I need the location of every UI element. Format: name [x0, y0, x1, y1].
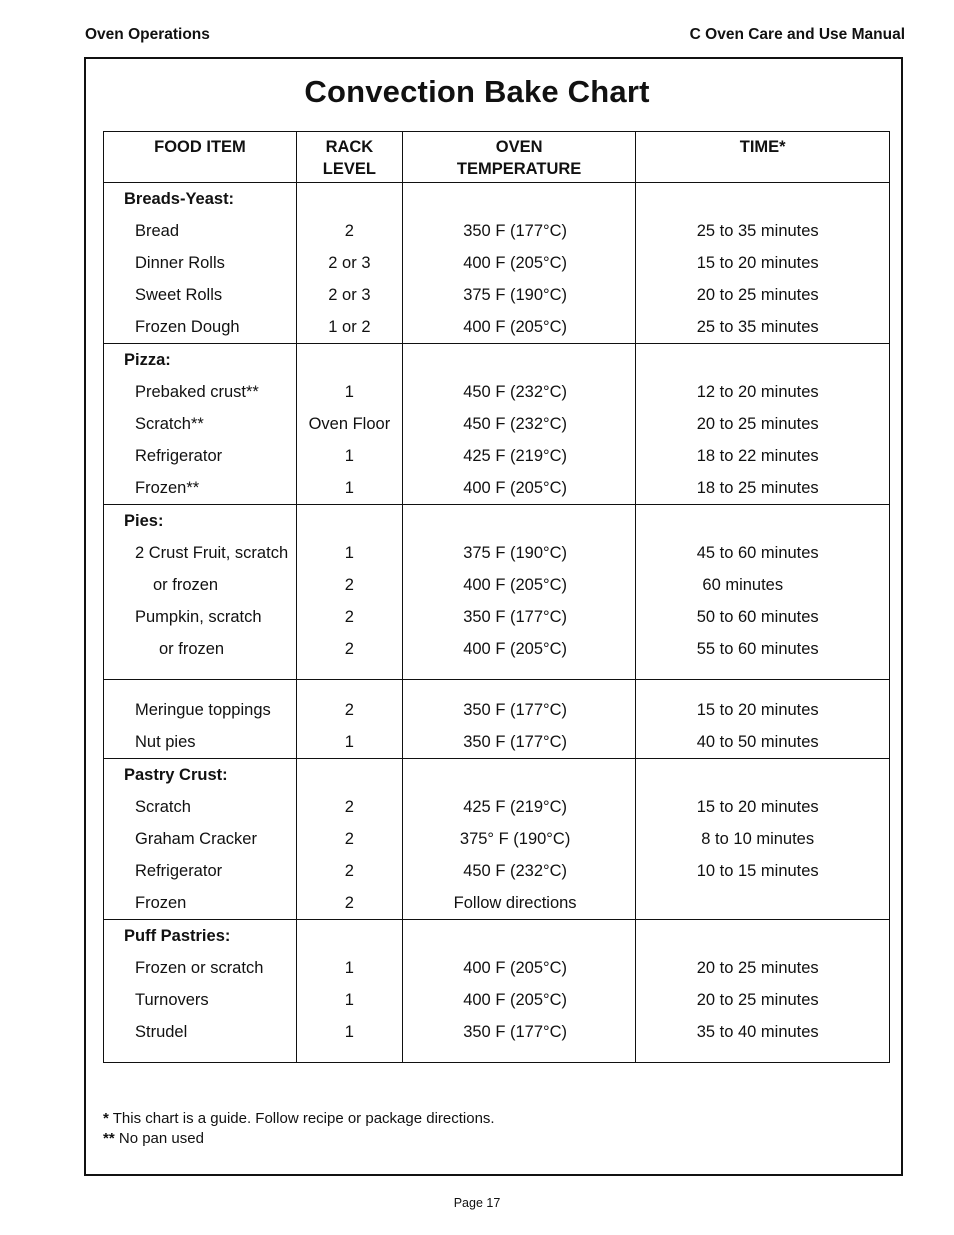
- category-label: Puff Pastries:: [104, 920, 297, 953]
- oven-temperature: 375 F (190°C): [402, 279, 636, 311]
- oven-temperature: 350 F (177°C): [402, 726, 636, 759]
- cook-time: 20 to 25 minutes: [636, 984, 890, 1016]
- category-row: [104, 759, 890, 792]
- oven-temperature: 400 F (205°C): [402, 247, 636, 279]
- table-row: [104, 376, 890, 408]
- table-row: [104, 984, 890, 1016]
- food-item: Frozen**: [104, 472, 297, 505]
- rack-level: 1: [296, 440, 402, 472]
- cook-time: 10 to 15 minutes: [636, 855, 890, 887]
- cook-time: 8 to 10 minutes: [636, 823, 890, 855]
- rack-level: Oven Floor: [296, 408, 402, 440]
- food-item: Frozen Dough: [104, 311, 297, 344]
- col-header-food-item: FOOD ITEM: [104, 132, 297, 183]
- cook-time: 15 to 20 minutes: [636, 694, 890, 726]
- food-item: Dinner Rolls: [104, 247, 297, 279]
- food-item: Frozen: [104, 887, 297, 920]
- cook-time: 60 minutes: [636, 569, 890, 601]
- table-row: [104, 569, 890, 601]
- rack-level: 1: [296, 472, 402, 505]
- food-item: Pumpkin, scratch: [104, 601, 297, 633]
- oven-temperature: 400 F (205°C): [402, 569, 636, 601]
- table-row: [104, 633, 890, 665]
- rack-level: 2: [296, 215, 402, 247]
- category-label: Breads-Yeast:: [104, 183, 297, 216]
- cook-time: 35 to 40 minutes: [636, 1016, 890, 1048]
- section-header: Oven Operations: [85, 26, 210, 43]
- oven-temperature: 400 F (205°C): [402, 472, 636, 505]
- page-number: Page 17: [453, 1196, 501, 1210]
- cook-time: 20 to 25 minutes: [636, 952, 890, 984]
- oven-temperature: 375 F (190°C): [402, 537, 636, 569]
- cook-time: 18 to 22 minutes: [636, 440, 890, 472]
- rack-level: 2: [296, 823, 402, 855]
- table-row: [104, 952, 890, 984]
- oven-temperature: 450 F (232°C): [402, 855, 636, 887]
- category-row: [104, 183, 890, 216]
- category-row: [104, 344, 890, 377]
- oven-temperature: 350 F (177°C): [402, 1016, 636, 1048]
- table-row: [104, 1016, 890, 1048]
- oven-temperature: 350 F (177°C): [402, 215, 636, 247]
- food-item: Frozen or scratch: [104, 952, 297, 984]
- table-row: [104, 855, 890, 887]
- footnote-guide: * This chart is a guide. Follow recipe or package directions.: [103, 1110, 495, 1127]
- table-row: [104, 440, 890, 472]
- footnote-mark: **: [190, 415, 204, 433]
- cook-time: 55 to 60 minutes: [636, 633, 890, 665]
- rack-level: 1: [296, 726, 402, 759]
- rack-level: 2: [296, 855, 402, 887]
- convection-bake-table: [103, 131, 890, 1063]
- table-row: [104, 887, 890, 920]
- oven-temperature: 350 F (177°C): [402, 694, 636, 726]
- table-row: [104, 823, 890, 855]
- table-row: [104, 537, 890, 569]
- col-header-rack-level: RACK LEVEL: [296, 132, 402, 183]
- table-row: [104, 311, 890, 344]
- rack-level: 2: [296, 791, 402, 823]
- food-item: Refrigerator: [104, 855, 297, 887]
- table-row: [104, 694, 890, 726]
- food-item: or frozen: [104, 633, 297, 665]
- rack-level: 1: [296, 376, 402, 408]
- rack-level: 2 or 3: [296, 247, 402, 279]
- col-header-time: TIME*: [636, 132, 890, 183]
- oven-temperature: 400 F (205°C): [402, 952, 636, 984]
- table-row: [104, 726, 890, 759]
- spacer-row: [104, 680, 890, 695]
- rack-level: 1: [296, 952, 402, 984]
- col-header-oven-temperature: OVEN TEMPERATURE: [402, 132, 636, 183]
- cook-time: [636, 887, 890, 920]
- cook-time: 45 to 60 minutes: [636, 537, 890, 569]
- oven-temperature: 425 F (219°C): [402, 440, 636, 472]
- table-row: [104, 247, 890, 279]
- spacer-row: [104, 1048, 890, 1063]
- cook-time: 12 to 20 minutes: [636, 376, 890, 408]
- cook-time: 20 to 25 minutes: [636, 408, 890, 440]
- food-item: Sweet Rolls: [104, 279, 297, 311]
- food-item: Scratch: [104, 791, 297, 823]
- cook-time: 50 to 60 minutes: [636, 601, 890, 633]
- footnote-no-pan: ** No pan used: [103, 1130, 204, 1147]
- oven-temperature: 425 F (219°C): [402, 791, 636, 823]
- food-item: Prebaked crust**: [104, 376, 297, 408]
- spacer-row: [104, 665, 890, 680]
- rack-level: 2: [296, 601, 402, 633]
- rack-level: 1: [296, 537, 402, 569]
- oven-temperature: 400 F (205°C): [402, 311, 636, 344]
- food-item: Strudel: [104, 1016, 297, 1048]
- category-label: Pies:: [104, 505, 297, 538]
- food-item: Bread: [104, 215, 297, 247]
- cook-time: 20 to 25 minutes: [636, 279, 890, 311]
- manual-title-header: C Oven Care and Use Manual: [689, 26, 905, 43]
- cook-time: 25 to 35 minutes: [636, 215, 890, 247]
- oven-temperature: 400 F (205°C): [402, 984, 636, 1016]
- table-header-row: [104, 132, 890, 183]
- table-row: [104, 408, 890, 440]
- food-item: Nut pies: [104, 726, 297, 759]
- oven-temperature: 400 F (205°C): [402, 633, 636, 665]
- oven-temperature: 350 F (177°C): [402, 601, 636, 633]
- food-item: or frozen: [104, 569, 297, 601]
- category-label: Pastry Crust:: [104, 759, 297, 792]
- table-row: [104, 472, 890, 505]
- food-item: Turnovers: [104, 984, 297, 1016]
- table-row: [104, 215, 890, 247]
- food-item: Graham Cracker: [104, 823, 297, 855]
- cook-time: 25 to 35 minutes: [636, 311, 890, 344]
- oven-temperature: 450 F (232°C): [402, 408, 636, 440]
- food-item: Scratch**: [104, 408, 297, 440]
- category-row: [104, 920, 890, 953]
- rack-level: 1 or 2: [296, 311, 402, 344]
- cook-time: 18 to 25 minutes: [636, 472, 890, 505]
- category-row: [104, 505, 890, 538]
- footnote-mark: **: [186, 479, 200, 497]
- rack-level: 2: [296, 633, 402, 665]
- cook-time: 15 to 20 minutes: [636, 247, 890, 279]
- oven-temperature: Follow directions: [402, 887, 636, 920]
- food-item: Meringue toppings: [104, 694, 297, 726]
- page-title: Convection Bake Chart: [304, 74, 650, 109]
- rack-level: 2: [296, 694, 402, 726]
- food-item: Refrigerator: [104, 440, 297, 472]
- rack-level: 2 or 3: [296, 279, 402, 311]
- rack-level: 1: [296, 984, 402, 1016]
- table-row: [104, 601, 890, 633]
- rack-level: 2: [296, 569, 402, 601]
- food-item: 2 Crust Fruit, scratch: [104, 537, 297, 569]
- cook-time: 15 to 20 minutes: [636, 791, 890, 823]
- footnote-mark: **: [245, 383, 259, 401]
- oven-temperature: 375° F (190°C): [402, 823, 636, 855]
- oven-temperature: 450 F (232°C): [402, 376, 636, 408]
- table-row: [104, 279, 890, 311]
- table-row: [104, 791, 890, 823]
- category-label: Pizza:: [104, 344, 297, 377]
- rack-level: 1: [296, 1016, 402, 1048]
- rack-level: 2: [296, 887, 402, 920]
- cook-time: 40 to 50 minutes: [636, 726, 890, 759]
